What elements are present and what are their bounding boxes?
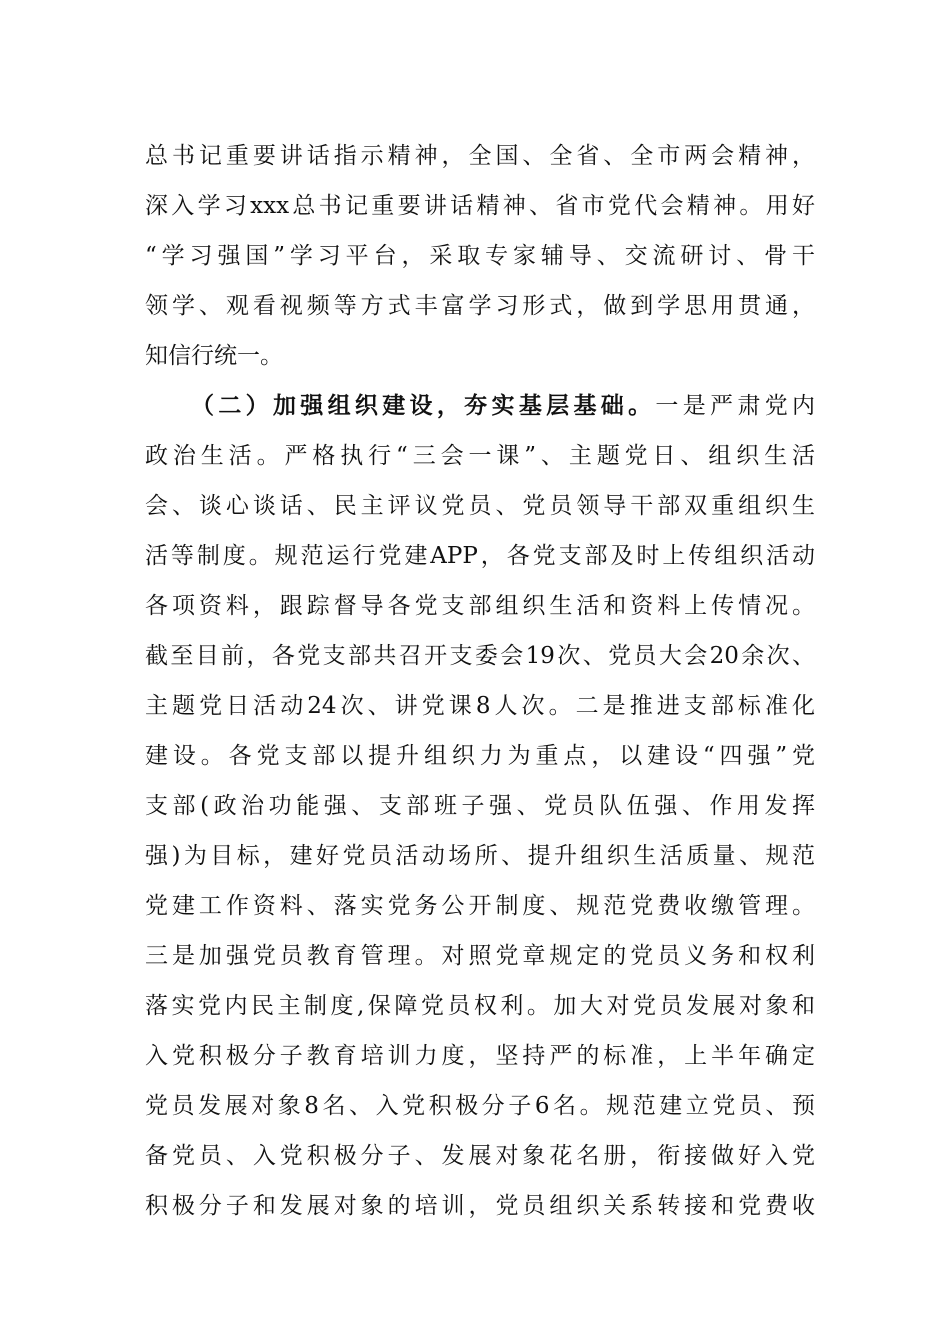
text-line: 党建工作资料、落实党务公开制度、规范党费收缴管理。: [145, 893, 815, 919]
text-line: 领学、观看视频等方式丰富学习形式，做到学思用贯通，: [145, 293, 815, 319]
text-line: “学习强国”学习平台，采取专家辅导、交流研讨、骨干: [145, 243, 815, 269]
document-body: [145, 131, 815, 1231]
text-line: 支部(政治功能强、支部班子强、党员队伍强、作用发挥: [145, 793, 815, 819]
text-line: 深入学习xxx总书记重要讲话精神、省市党代会精神。用好: [145, 193, 815, 219]
text-line: 党员发展对象8名、入党积极分子6名。规范建立党员、预: [145, 1093, 815, 1119]
text-line: 备党员、入党积极分子、发展对象花名册，衔接做好入党: [145, 1143, 815, 1169]
text-line: 建设。各党支部以提升组织力为重点，以建设“四强”党: [145, 743, 815, 769]
text-line: 总书记重要讲话指示精神，全国、全省、全市两会精神，: [145, 143, 815, 169]
text-line: 强)为目标，建好党员活动场所、提升组织生活质量、规范: [145, 843, 815, 869]
text-span: 一是严肃党内: [655, 393, 816, 419]
text-line: 入党积极分子教育培训力度，坚持严的标准，上半年确定: [145, 1043, 815, 1069]
section-heading: （二）加强组织建设，夯实基层基础。: [191, 392, 656, 419]
text-line: 积极分子和发展对象的培训，党员组织关系转接和党费收: [145, 1193, 815, 1219]
text-line: 落实党内民主制度,保障党员权利。加大对党员发展对象和: [145, 993, 815, 1019]
text-line: 截至目前，各党支部共召开支委会19次、党员大会20余次、: [145, 643, 815, 669]
text-line: 政治生活。严格执行“三会一课”、主题党日、组织生活: [145, 443, 815, 469]
paragraph-first-line: [145, 381, 815, 431]
text-line: 活等制度。规范运行党建APP，各党支部及时上传组织活动: [145, 543, 815, 569]
text-line: 三是加强党员教育管理。对照党章规定的党员义务和权利: [145, 943, 815, 969]
text-line: 主题党日活动24次、讲党课8人次。二是推进支部标准化: [145, 693, 815, 719]
text-line: 各项资料，跟踪督导各党支部组织生活和资料上传情况。: [145, 593, 815, 619]
text-line: 会、谈心谈话、民主评议党员、党员领导干部双重组织生: [145, 493, 815, 519]
text-line: 知信行统一。: [145, 343, 283, 369]
